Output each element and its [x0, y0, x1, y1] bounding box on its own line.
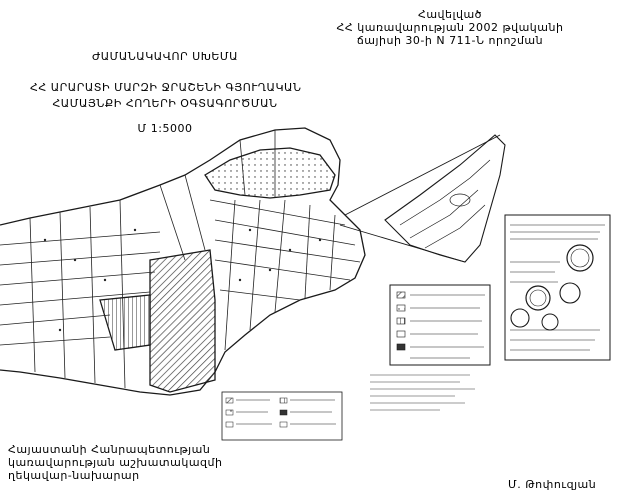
map-title-line-2: ՀՀ ԱՐԱՐԱՏԻ ՄԱՐԶԻ ՋՐԱՇԵՆԻ ԳՅՈՒՂԱԿԱՆ: [30, 81, 302, 94]
signature-left: [8, 443, 222, 482]
approval-line-3: ճայիսի 30-ի N 711-Ն որոշման: [356, 34, 544, 47]
main-territory: [0, 128, 365, 395]
signature-right-name: Մ. Թոփուզյան: [508, 478, 597, 491]
inset-leader: [340, 135, 500, 262]
legend-box: [390, 285, 490, 365]
signature-left-line-1: Հայաստանի Հանրապետության: [8, 443, 211, 456]
map-scale: Մ 1:5000: [137, 122, 193, 135]
approval-line-1: Հավելված: [417, 8, 483, 21]
signature-left-line-2: կառավարության աշխատակազմի: [8, 456, 223, 469]
legend-notes: [370, 375, 475, 410]
approval-line-2: ՀՀ կառավարության 2002 թվականի: [336, 21, 564, 34]
map-title-line-1: ԺԱՄԱՆԱԿԱՎՈՐ ՍԽԵՄԱ: [91, 50, 239, 63]
inset-parcel: [385, 135, 505, 262]
stamp-panel: [505, 215, 610, 360]
approval-note: [300, 8, 600, 47]
map-title-block: [30, 50, 300, 138]
seal-stamps: [511, 245, 593, 330]
map-title-line-3: ՀԱՄԱՅՆՔԻ ՀՈՂԵՐԻ ՕԳՏԱԳՈՐԾՄԱՆ: [52, 97, 278, 110]
signature-left-line-3: ղեկավար-նախարար: [8, 469, 140, 482]
bottom-legend: [222, 392, 342, 440]
